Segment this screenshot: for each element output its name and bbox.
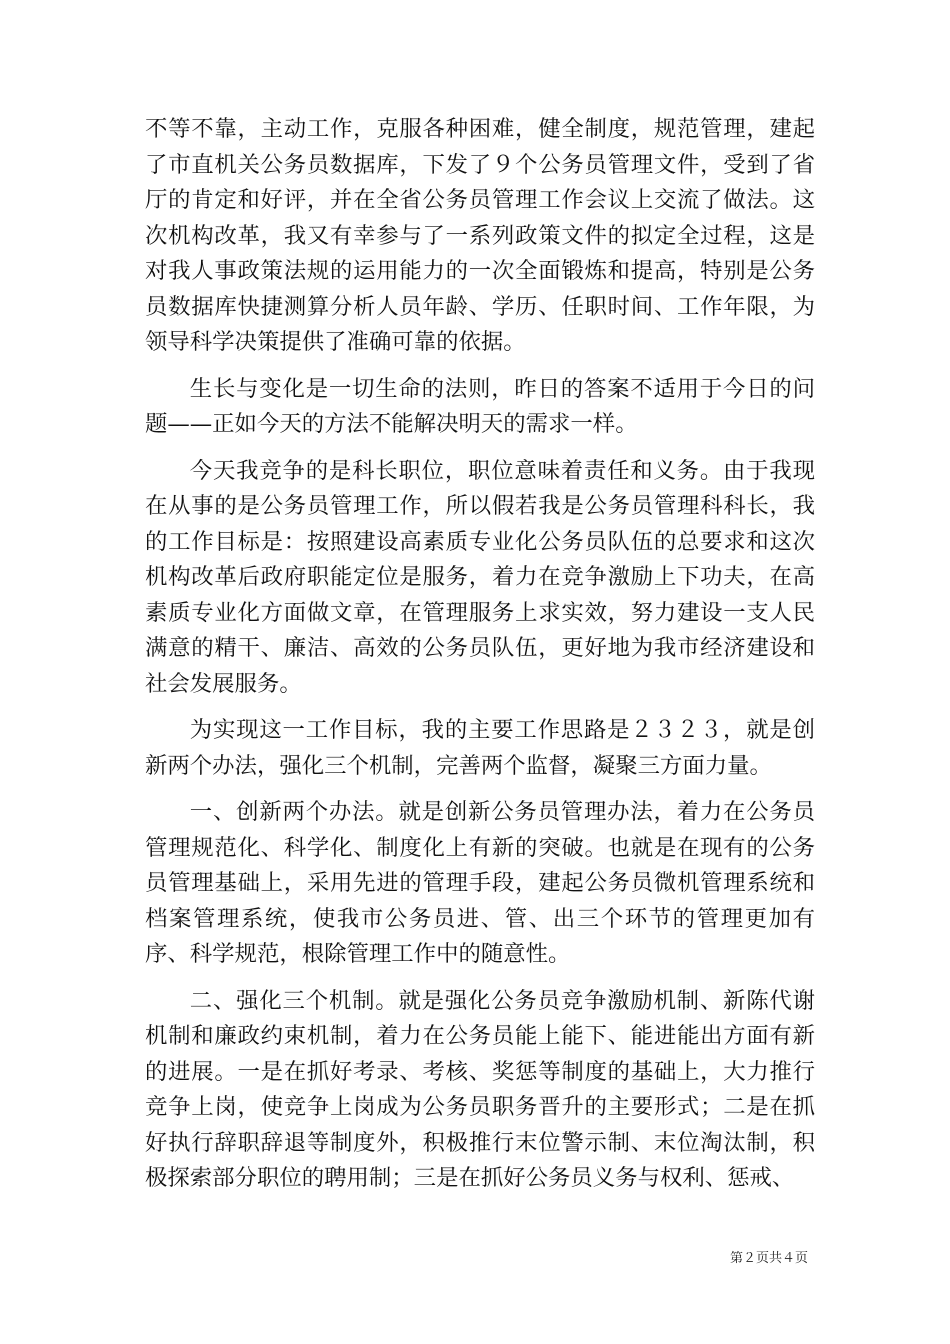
- paragraph: 生长与变化是一切生命的法则，昨日的答案不适用于今日的问题——正如今天的方法不能解决明天的需求一样。: [145, 375, 815, 437]
- paragraph: 一、创新两个办法。就是创新公务员管理办法，着力在公务员管理规范化、科学化、制度化上有新的突破。也就是在现有的公务员管理基础上，采用先进的管理手段，建起公务员微机管理系统和档案管理系统，使我市公务员进、管、出三个环节的管理更加有序、科学规范，根除管理工作中的随意性。: [145, 799, 815, 967]
- paragraph: 为实现这一工作目标，我的主要工作思路是２３２３，就是创新两个办法，强化三个机制，完善两个监督，凝聚三方面力量。: [145, 717, 815, 779]
- document-body: [145, 112, 815, 1197]
- paragraph-continued: 不等不靠，主动工作，克服各种困难，健全制度，规范管理，建起了市直机关公务员数据库，下发了９个公务员管理文件，受到了省厅的肯定和好评，并在全省公务员管理工作会议上交流了做法。这次机构改革，我又有幸参与了一系列政策文件的拟定全过程，这是对我人事政策法规的运用能力的一次全面锻炼和提高，特别是公务员数据库快捷测算分析人员年龄、学历、任职时间、工作年限，为领导科学决策提供了准确可靠的依据。: [145, 116, 815, 355]
- paragraph: 今天我竞争的是科长职位，职位意味着责任和义务。由于我现在从事的是公务员管理工作，所以假若我是公务员管理科科长，我的工作目标是：按照建设高素质专业化公务员队伍的总要求和这次机构改革后政府职能定位是服务，着力在竞争激励上下功夫，在高素质专业化方面做文章，在管理服务上求实效，努力建设一支人民满意的精干、廉洁、高效的公务员队伍，更好地为我市经济建设和社会发展服务。: [145, 457, 815, 697]
- paragraph: 二、强化三个机制。就是强化公务员竞争激励机制、新陈代谢机制和廉政约束机制，着力在公务员能上能下、能进能出方面有新的进展。一是在抓好考录、考核、奖惩等制度的基础上，大力推行竞争上岗，使竞争上岗成为公务员职务晋升的主要形式；二是在抓好执行辞职辞退等制度外，积极推行末位警示制、末位淘汰制，积极探索部分职位的聘用制；三是在抓好公务员义务与权利、惩戒、: [145, 987, 815, 1191]
- page-number-footer: 第２页共４页: [729, 1251, 808, 1266]
